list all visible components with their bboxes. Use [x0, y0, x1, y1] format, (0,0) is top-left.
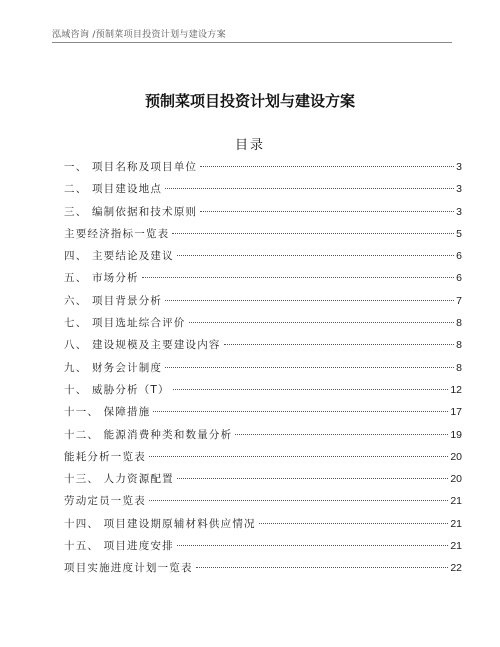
- toc-dot-leader: [224, 344, 455, 345]
- toc-entry[interactable]: [64, 360, 462, 382]
- toc-entry[interactable]: [64, 471, 462, 493]
- toc-entry-page-number: 7: [456, 294, 462, 307]
- toc-entry[interactable]: [64, 493, 462, 515]
- toc-dot-leader: [149, 456, 448, 457]
- toc-entry-label: 二、 项目建设地点: [64, 183, 163, 196]
- toc-entry[interactable]: [64, 315, 462, 337]
- toc-dot-leader: [149, 500, 448, 501]
- toc-entry[interactable]: [64, 204, 462, 226]
- toc-dot-leader: [177, 255, 454, 256]
- toc-entry[interactable]: [64, 226, 462, 248]
- toc-entry[interactable]: [64, 159, 462, 181]
- toc-entry-label: 主要经济指标一览表: [64, 227, 170, 240]
- toc-dot-leader: [177, 478, 448, 479]
- toc-entry-page-number: 21: [450, 495, 462, 508]
- toc-entry[interactable]: [64, 248, 462, 270]
- toc-entry[interactable]: [64, 404, 462, 426]
- toc-entry-page-number: 17: [450, 406, 462, 419]
- toc-entry-page-number: 6: [456, 250, 462, 263]
- toc-dot-leader: [200, 166, 454, 167]
- toc-dot-leader: [173, 389, 449, 390]
- header-text: 泓域咨询 /预制菜项目投资计划与建设方案: [52, 30, 226, 40]
- toc-entry-page-number: 22: [450, 562, 462, 575]
- toc-entry-page-number: 5: [456, 227, 462, 240]
- toc-dot-leader: [153, 411, 448, 412]
- toc-dot-leader: [165, 188, 454, 189]
- table-of-contents: [64, 159, 462, 583]
- toc-entry[interactable]: [64, 337, 462, 359]
- toc-dot-leader: [200, 211, 454, 212]
- toc-entry-label: 十五、 项目进度安排: [64, 540, 174, 553]
- toc-entry-label: 三、 编制依据和技术原则: [64, 205, 198, 218]
- toc-entry[interactable]: [64, 516, 462, 538]
- toc-entry[interactable]: [64, 538, 462, 560]
- toc-entry-page-number: 3: [456, 161, 462, 173]
- toc-entry[interactable]: [64, 382, 462, 404]
- toc-entry-page-number: 21: [450, 517, 462, 530]
- toc-entry-label: 劳动定员一览表: [64, 495, 146, 508]
- toc-entry-page-number: 19: [450, 428, 462, 441]
- toc-entry-label: 五、 市场分析: [64, 272, 139, 285]
- toc-entry[interactable]: [64, 293, 462, 315]
- document-title: 预制菜项目投资计划与建设方案: [144, 92, 355, 110]
- toc-entry-label: 九、 财务会计制度: [64, 361, 163, 374]
- toc-entry-label: 一、 项目名称及项目单位: [64, 161, 198, 173]
- toc-entry-label: 十二、 能源消费种类和数量分析: [64, 428, 233, 441]
- toc-entry-label: 六、 项目背景分析: [64, 294, 163, 307]
- toc-entry-label: 四、 主要结论及建议: [64, 250, 174, 263]
- toc-entry[interactable]: [64, 181, 462, 203]
- toc-dot-leader: [177, 545, 448, 546]
- toc-entry-page-number: 3: [456, 183, 462, 196]
- toc-heading: 目录: [234, 138, 265, 153]
- toc-dot-leader: [259, 523, 449, 524]
- toc-entry-page-number: 20: [450, 473, 462, 486]
- toc-dot-leader: [142, 277, 454, 278]
- toc-dot-leader: [189, 322, 455, 323]
- toc-entry-page-number: 21: [450, 540, 462, 553]
- toc-entry-label: 十一、 保障措施: [64, 406, 151, 419]
- toc-entry-page-number: 8: [456, 317, 462, 330]
- toc-entry-label: 七、 项目选址综合评价: [64, 317, 186, 330]
- toc-entry-page-number: 6: [456, 272, 462, 285]
- toc-entry[interactable]: [64, 270, 462, 292]
- toc-entry-label: 能耗分析一览表: [64, 450, 146, 463]
- toc-entry-label: 十、 威胁分析（T）: [64, 383, 170, 396]
- toc-entry-label: 八、 建设规模及主要建设内容: [64, 339, 221, 352]
- toc-entry[interactable]: [64, 427, 462, 449]
- running-header: [52, 26, 452, 43]
- toc-entry-page-number: 20: [450, 450, 462, 463]
- toc-dot-leader: [165, 367, 454, 368]
- toc-entry[interactable]: [64, 449, 462, 471]
- toc-entry-label: 十三、 人力资源配置: [64, 473, 174, 486]
- toc-entry-page-number: 3: [456, 205, 462, 218]
- toc-entry-page-number: 8: [456, 339, 462, 352]
- toc-entry[interactable]: [64, 560, 462, 582]
- toc-dot-leader: [165, 300, 454, 301]
- toc-entry-page-number: 12: [450, 383, 462, 396]
- toc-dot-leader: [172, 233, 454, 234]
- toc-dot-leader: [196, 567, 449, 568]
- toc-entry-page-number: 8: [456, 361, 462, 374]
- toc-entry-label: 项目实施进度计划一览表: [64, 562, 193, 575]
- toc-entry-label: 十四、 项目建设期原辅材料供应情况: [64, 517, 256, 530]
- toc-dot-leader: [235, 434, 448, 435]
